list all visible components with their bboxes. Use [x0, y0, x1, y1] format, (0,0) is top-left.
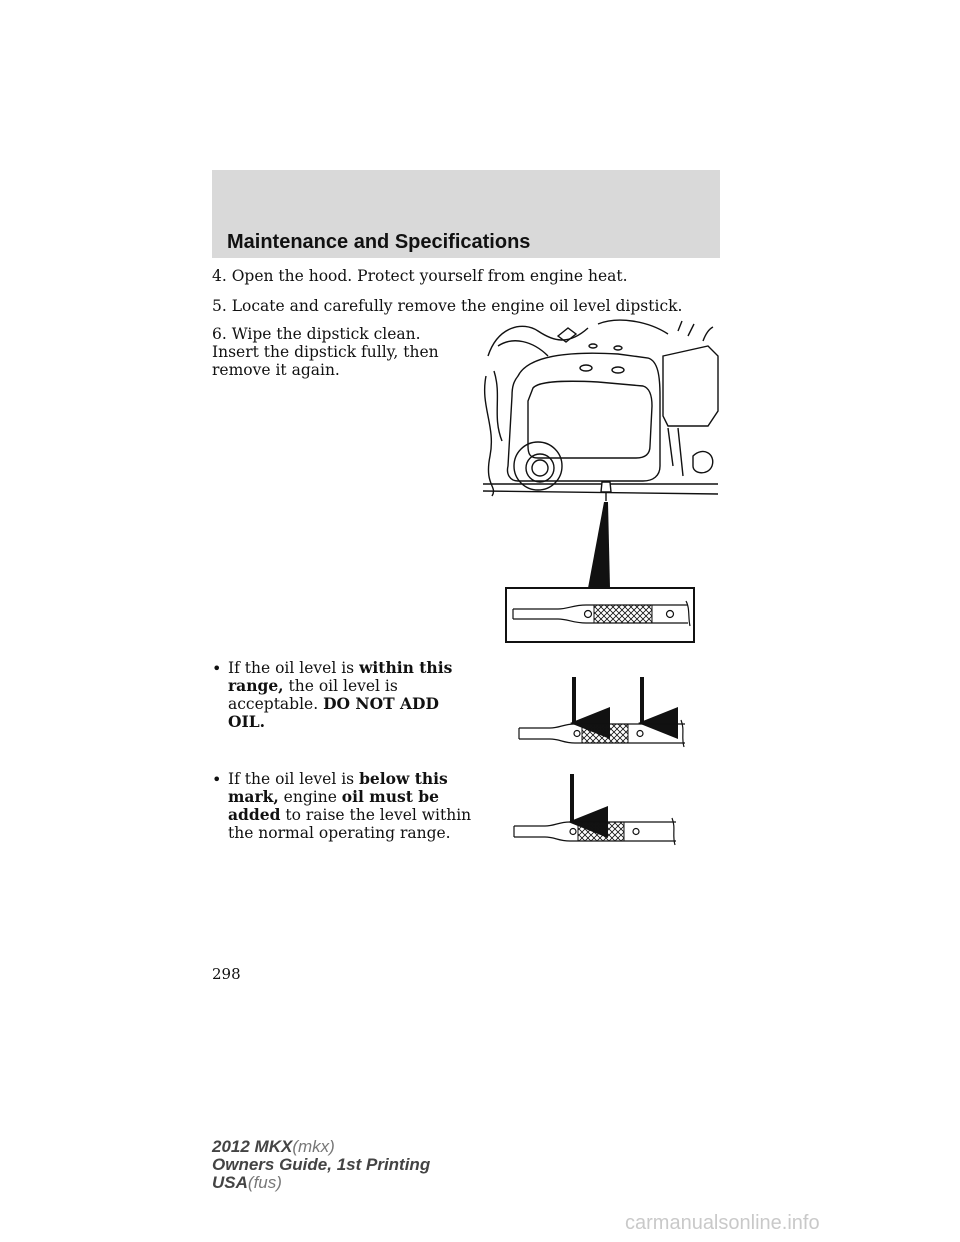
- step-5: 5. Locate and carefully remove the engine oil level dipstick.: [212, 297, 683, 315]
- watermark-link[interactable]: carmanualsonline.info: [625, 1212, 820, 1234]
- step-4: 4. Open the hood. Protect yourself from engine heat.: [212, 267, 628, 285]
- bullet-marker: •: [212, 659, 222, 678]
- step-6: 6. Wipe the dipstick clean. Insert the dipstick fully, then remove it again.: [212, 325, 439, 379]
- document-footer: [212, 1138, 430, 1192]
- dipstick-within-range-diagram: [515, 675, 690, 750]
- dipstick-below-mark-diagram: [510, 772, 685, 847]
- footer-line-1: 2012 MKX(mkx): [212, 1137, 335, 1156]
- footer-line-2: Owners Guide, 1st Printing: [212, 1155, 431, 1174]
- bullet-within-range: If the oil level is within this range, the oil level is acceptable. DO NOT ADD OIL.: [228, 658, 453, 731]
- bullet-below-mark: If the oil level is below this mark, engine oil must be added to raise the level within the normal operating range.: [228, 769, 472, 842]
- page-number: 298: [212, 965, 241, 983]
- bullet-marker: •: [212, 770, 222, 789]
- section-title: Maintenance and Specifications: [227, 231, 531, 253]
- engine-dipstick-illustration: [478, 316, 723, 646]
- footer-line-3: USA(fus): [212, 1173, 282, 1192]
